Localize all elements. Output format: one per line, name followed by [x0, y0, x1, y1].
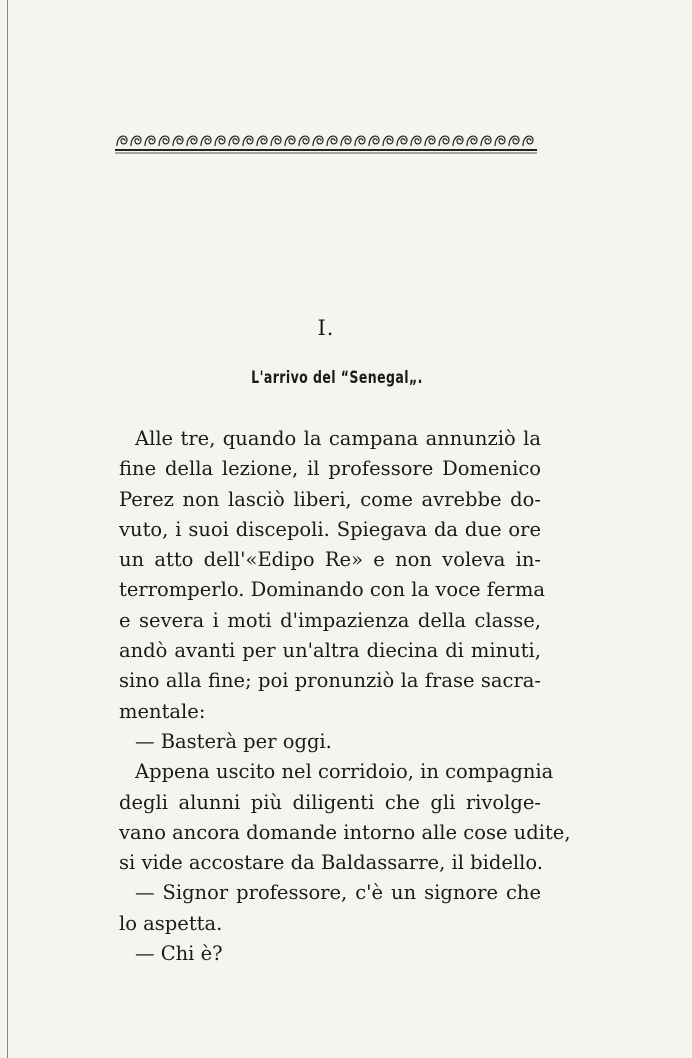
chapter-title: L'arrivo del “Senegal„. [251, 368, 423, 388]
text-line: un atto dell'«Edipo Re» e non voleva in- [119, 548, 541, 572]
page-edge-line [7, 0, 8, 1058]
ornament-scroll [411, 136, 421, 146]
ornament-scroll [131, 136, 141, 146]
text-line: fine della lezione, il professore Domenico [119, 457, 541, 481]
ornament-scroll [201, 136, 211, 146]
ornament-scroll [243, 136, 253, 146]
text-line: sino alla fine; poi pronunziò la frase sacra- [119, 669, 541, 693]
ornament-scroll [173, 136, 183, 146]
text-line: — Signor professore, c'è un signore che [135, 881, 541, 905]
text-line: degli alunni più diligenti che gli rivolge- [119, 790, 541, 814]
ornament-scroll [355, 136, 365, 146]
ornament-scroll [369, 136, 379, 146]
text-line: vano ancora domande intorno alle cose udite, [119, 820, 571, 844]
ornament-scroll [271, 136, 281, 146]
ornament-scroll [327, 136, 337, 146]
ornament-scroll [397, 136, 407, 146]
ornament-scroll [117, 136, 127, 146]
ornament-scroll [313, 136, 323, 146]
ornament-scroll [425, 136, 435, 146]
ornament-scroll [229, 136, 239, 146]
text-line: lo aspetta. [119, 911, 223, 935]
text-line: Appena uscito nel corridoio, in compagnia [135, 760, 554, 784]
ornament-scroll [299, 136, 309, 146]
text-line: — Basterà per oggi. [135, 729, 332, 753]
ornament-scroll [145, 136, 155, 146]
ornament-scroll [159, 136, 169, 146]
text-line: e severa i moti d'impazienza della classe, [119, 608, 541, 632]
ornament-scroll [187, 136, 197, 146]
ornament-scroll [453, 136, 463, 146]
ornament-scroll [341, 136, 351, 146]
text-line: Alle tre, quando la campana annunziò la [135, 427, 541, 450]
text-line: mentale: [119, 699, 206, 723]
text-line: vuto, i suoi discepoli. Spiegava da due ore [119, 517, 541, 541]
ornament-scroll [285, 136, 295, 146]
ornament-scroll [523, 136, 533, 146]
ornament-scroll [215, 136, 225, 146]
ornament-scroll [481, 136, 491, 146]
text-line: andò avanti per un'altra diecina di minuti, [119, 639, 541, 663]
text-line: — Chi è? [135, 942, 223, 966]
ornament-scroll [439, 136, 449, 146]
decorative-border-ornament [113, 126, 539, 156]
ornament-scroll [257, 136, 267, 146]
text-line: Perez non lasciò liberi, come avrebbe do- [119, 487, 541, 511]
ornament-scroll [495, 136, 505, 146]
body-text [119, 424, 571, 969]
chapter-number: I. [317, 316, 335, 340]
ornament-scroll [467, 136, 477, 146]
text-line: terromperlo. Dominando con la voce ferma [119, 578, 545, 602]
text-line: si vide accostare da Baldassarre, il bidello. [119, 851, 543, 875]
ornament-scroll [509, 136, 519, 146]
ornament-scroll [383, 136, 393, 146]
